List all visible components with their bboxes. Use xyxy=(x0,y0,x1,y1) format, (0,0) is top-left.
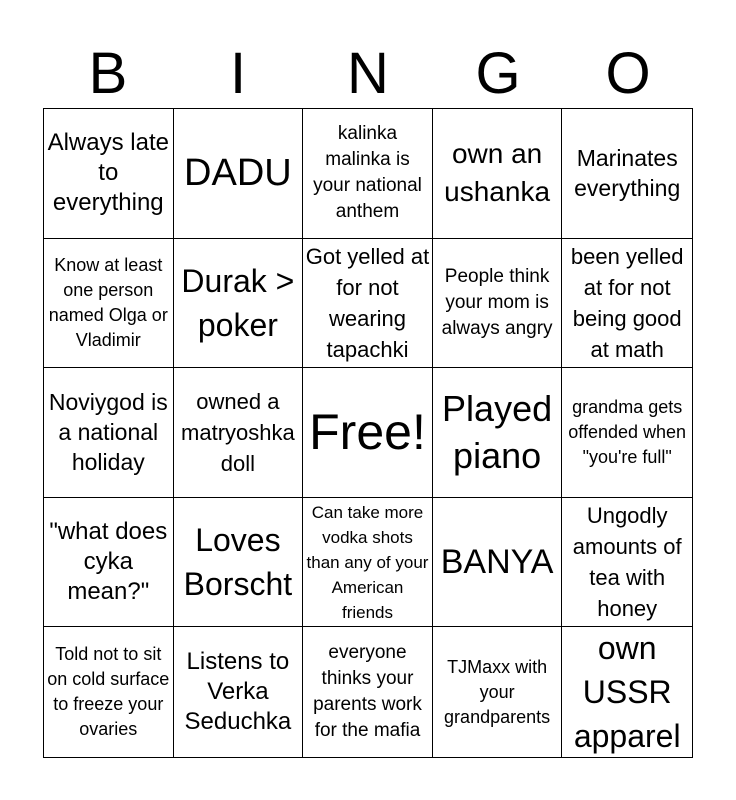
bingo-cell-r2c3[interactable] xyxy=(303,239,433,369)
bingo-cell-text: own an ushanka xyxy=(444,138,551,208)
bingo-cell-text: Told not to sit on cold surface to freeze your ovaries xyxy=(47,644,170,740)
bingo-cell-r2c2[interactable] xyxy=(174,239,304,369)
bingo-cell-r4c1[interactable] xyxy=(44,498,174,628)
header-letter-b: B xyxy=(88,41,128,106)
bingo-cell-r3c4[interactable] xyxy=(433,368,563,498)
bingo-cell-r1c3[interactable] xyxy=(303,109,433,239)
bingo-cell-r4c5[interactable] xyxy=(562,498,692,628)
bingo-cell-r2c4[interactable] xyxy=(433,239,563,369)
bingo-cell-r5c3[interactable] xyxy=(303,627,433,757)
bingo-cell-text: own USSR apparel xyxy=(573,630,681,755)
bingo-cell-r3c2[interactable] xyxy=(174,368,304,498)
bingo-cell-text: TJMaxx with your grandparents xyxy=(444,656,551,727)
bingo-cell-text: Loves Borscht xyxy=(183,522,293,603)
bingo-cell-text: Noviygod is a national holiday xyxy=(48,389,168,476)
bingo-cell-text: Can take more vodka shots than any of your American friends xyxy=(306,502,429,622)
bingo-cell-text: Durak > poker xyxy=(181,262,295,343)
bingo-cell-text: Ungodly amounts of tea with honey xyxy=(572,503,682,622)
bingo-cell-text: Know at least one person named Olga or Vladimir xyxy=(48,254,168,350)
bingo-cell-r4c2[interactable] xyxy=(174,498,304,628)
header-letter-g: G xyxy=(475,41,521,106)
bingo-cell-text: kalinka malinka is your national anthem xyxy=(313,123,422,223)
header-letter-o: O xyxy=(605,41,651,106)
bingo-cell-text: everyone thinks your parents work for the mafia xyxy=(313,642,422,742)
bingo-cell-text: owned a matryoshka doll xyxy=(181,388,295,476)
bingo-cell-r2c5[interactable] xyxy=(562,239,692,369)
header-letter-n: N xyxy=(347,41,389,106)
bingo-cell-r1c5[interactable] xyxy=(562,109,692,239)
bingo-cell-r1c4[interactable] xyxy=(433,109,563,239)
bingo-cell-text: grandma gets offended when "you're full" xyxy=(568,396,687,467)
bingo-cell-text: Free! xyxy=(309,404,426,461)
bingo-cell-r1c2[interactable] xyxy=(174,109,304,239)
bingo-cell-text: Got yelled at for not wearing tapachki xyxy=(305,243,430,362)
bingo-cell-r1c1[interactable] xyxy=(44,109,174,239)
header-letter-i: I xyxy=(229,41,247,106)
bingo-cell-text: Always late to everything xyxy=(47,129,169,217)
bingo-grid xyxy=(43,108,693,758)
bingo-cell-r2c1[interactable] xyxy=(44,239,174,369)
bingo-cell-text: Marinates everything xyxy=(574,145,681,202)
bingo-cell-r3c1[interactable] xyxy=(44,368,174,498)
bingo-cell-text: BANYA xyxy=(440,543,554,582)
bingo-cell-r5c5[interactable] xyxy=(562,627,692,757)
bingo-cell-text: Listens to Verka Seduchka xyxy=(184,648,292,736)
bingo-cell-text: DADU xyxy=(184,152,292,195)
bingo-cell-r5c2[interactable] xyxy=(174,627,304,757)
bingo-cell-text: Played piano xyxy=(442,388,553,477)
bingo-cell-r4c4[interactable] xyxy=(433,498,563,628)
bingo-cell-r3c3[interactable] xyxy=(303,368,433,498)
bingo-cell-r4c3[interactable] xyxy=(303,498,433,628)
bingo-cell-text: "what does cyka mean?" xyxy=(49,518,168,606)
bingo-cell-text: been yelled at for not being good at math xyxy=(570,243,684,362)
bingo-cell-r5c4[interactable] xyxy=(433,627,563,757)
bingo-cell-r5c1[interactable] xyxy=(44,627,174,757)
bingo-cell-r3c5[interactable] xyxy=(562,368,692,498)
bingo-cell-text: People think your mom is always angry xyxy=(441,265,553,339)
bingo-header xyxy=(43,40,693,108)
